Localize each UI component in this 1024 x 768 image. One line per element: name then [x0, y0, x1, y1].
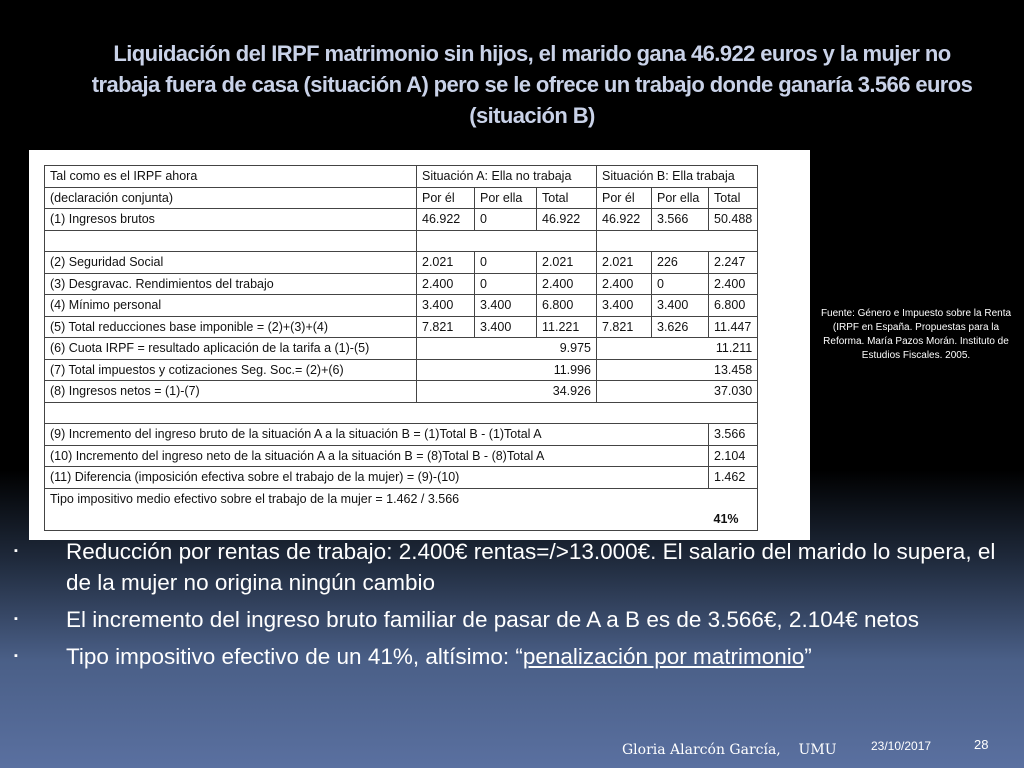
source-note: Fuente: Género e Impuesto sobre la Renta (IRPF en España. Propuestas para la Reforma. María Pazos Morán. Instituto de Estudios Fiscales. 2005.: [820, 308, 1012, 361]
table-cell: 50.488: [709, 209, 758, 231]
table-cell: Tal como es el IRPF ahora: [45, 166, 417, 188]
table-cell: (1) Ingresos brutos: [45, 209, 417, 231]
table-cell: 3.400: [417, 295, 475, 317]
irpf-table-image: [29, 150, 810, 540]
table-cell: Por ella: [652, 187, 709, 209]
bullet-item: [14, 641, 1014, 672]
table-cell: 3.566: [709, 424, 758, 446]
table-row: [45, 166, 758, 188]
slide-number: 28: [974, 737, 989, 752]
title-line-3: (situación B): [469, 103, 595, 128]
table-cell: 13.458: [597, 359, 758, 381]
table-cell: 0: [652, 273, 709, 295]
slide-title: [40, 38, 1024, 131]
bullet-text: Reducción por rentas de trabajo: 2.400€ rentas=/>13.000€. El salario del marido lo supera, el de la mujer no origina ningún cambio: [66, 539, 996, 595]
square-bullet-icon: ▪: [14, 545, 18, 557]
table-cell: [45, 230, 417, 252]
table-row: [45, 273, 758, 295]
table-cell: (3) Desgravac. Rendimientos del trabajo: [45, 273, 417, 295]
table-cell: Total: [709, 187, 758, 209]
table-row: [45, 509, 758, 530]
table-cell: 2.247: [709, 252, 758, 274]
table-cell: (6) Cuota IRPF = resultado aplicación de la tarifa a (1)-(5): [45, 338, 417, 360]
table-cell: (10) Incremento del ingreso neto de la situación A a la situación B = (8)Total B - (8)Total A: [45, 445, 709, 467]
table-cell: 3.626: [652, 316, 709, 338]
table-cell: 3.400: [475, 316, 537, 338]
table-cell: 2.021: [597, 252, 652, 274]
table-cell: 2.400: [417, 273, 475, 295]
table-cell: 2.400: [709, 273, 758, 295]
table-row: [45, 338, 758, 360]
table-cell: 9.975: [417, 338, 597, 360]
table-cell: 3.400: [597, 295, 652, 317]
table-cell: Situación B: Ella trabaja: [597, 166, 758, 188]
table-cell: Por él: [597, 187, 652, 209]
table-cell: (4) Mínimo personal: [45, 295, 417, 317]
table-cell: Total: [537, 187, 597, 209]
table-cell: 3.566: [652, 209, 709, 231]
table-cell: [709, 488, 758, 509]
table-row-empty: [45, 230, 758, 252]
table-cell: 6.800: [537, 295, 597, 317]
table-row: [45, 424, 758, 446]
table-cell: 2.400: [537, 273, 597, 295]
table-cell: 11.447: [709, 316, 758, 338]
table-row: [45, 467, 758, 489]
table-cell: [597, 230, 758, 252]
irpf-table: [44, 165, 758, 531]
table-cell: 34.926: [417, 381, 597, 403]
bullet-text-suffix: ”: [804, 644, 812, 669]
table-cell: 0: [475, 273, 537, 295]
table-cell: 46.922: [417, 209, 475, 231]
table-cell: (8) Ingresos netos = (1)-(7): [45, 381, 417, 403]
table-cell: 2.021: [417, 252, 475, 274]
bullet-item: [14, 604, 1014, 635]
table-cell: 46.922: [597, 209, 652, 231]
table-cell: 37.030: [597, 381, 758, 403]
table-cell: 6.800: [709, 295, 758, 317]
penalizacion-link[interactable]: penalización por matrimonio: [522, 644, 805, 669]
title-line-1: Liquidación del IRPF matrimonio sin hijos, el marido gana 46.922 euros y la mujer no: [113, 41, 951, 66]
table-cell: Situación A: Ella no trabaja: [417, 166, 597, 188]
table-cell: 1.462: [709, 467, 758, 489]
table-cell: 46.922: [537, 209, 597, 231]
table-cell: 0: [475, 252, 537, 274]
table-cell: (declaración conjunta): [45, 187, 417, 209]
table-cell: (11) Diferencia (imposición efectiva sobre el trabajo de la mujer) = (9)-(10): [45, 467, 709, 489]
table-row: [45, 488, 758, 509]
table-row: [45, 209, 758, 231]
table-cell: 3.400: [475, 295, 537, 317]
title-line-2: trabaja fuera de casa (situación A) pero se le ofrece un trabajo donde ganaría 3.566 euros: [91, 72, 973, 97]
table-row: [45, 359, 758, 381]
tipo-value: 41%: [709, 509, 758, 530]
table-cell: 2.104: [709, 445, 758, 467]
table-row: [45, 187, 758, 209]
table-cell: [45, 402, 758, 424]
table-cell: (5) Total reducciones base imponible = (2)+(3)+(4): [45, 316, 417, 338]
table-row: [45, 295, 758, 317]
table-cell: 11.211: [597, 338, 758, 360]
bullet-text: [66, 641, 1014, 672]
table-cell: 2.021: [537, 252, 597, 274]
table-cell: Tipo impositivo medio efectivo sobre el trabajo de la mujer = 1.462 / 3.566: [45, 488, 709, 509]
bullet-item: [14, 536, 1014, 598]
table-cell: 11.221: [537, 316, 597, 338]
table-cell: 2.400: [597, 273, 652, 295]
table-row: [45, 252, 758, 274]
table-cell: 3.400: [652, 295, 709, 317]
footer-author: Gloria Alarcón García, UMU: [622, 742, 837, 758]
table-row: [45, 381, 758, 403]
table-cell: 0: [475, 209, 537, 231]
footer-date: 23/10/2017: [871, 739, 932, 753]
square-bullet-icon: ▪: [14, 650, 18, 662]
table-row: [45, 445, 758, 467]
bullet-text: El incremento del ingreso bruto familiar de pasar de A a B es de 3.566€, 2.104€ netos: [66, 607, 920, 632]
table-cell: 7.821: [417, 316, 475, 338]
table-cell: (2) Seguridad Social: [45, 252, 417, 274]
table-row-empty: [45, 402, 758, 424]
table-cell: (9) Incremento del ingreso bruto de la situación A a la situación B = (1)Total B - (1)Total A: [45, 424, 709, 446]
table-cell: Por él: [417, 187, 475, 209]
table-cell: [417, 230, 597, 252]
bullet-list: [14, 536, 1014, 678]
table-cell: 11.996: [417, 359, 597, 381]
table-cell: (7) Total impuestos y cotizaciones Seg. Soc.= (2)+(6): [45, 359, 417, 381]
bullet-text-prefix: Tipo impositivo efectivo de un 41%, altísimo: “: [66, 644, 523, 669]
table-cell: 7.821: [597, 316, 652, 338]
table-cell: [45, 509, 709, 530]
square-bullet-icon: ▪: [14, 613, 18, 625]
table-row: [45, 316, 758, 338]
table-cell: Por ella: [475, 187, 537, 209]
table-cell: 226: [652, 252, 709, 274]
